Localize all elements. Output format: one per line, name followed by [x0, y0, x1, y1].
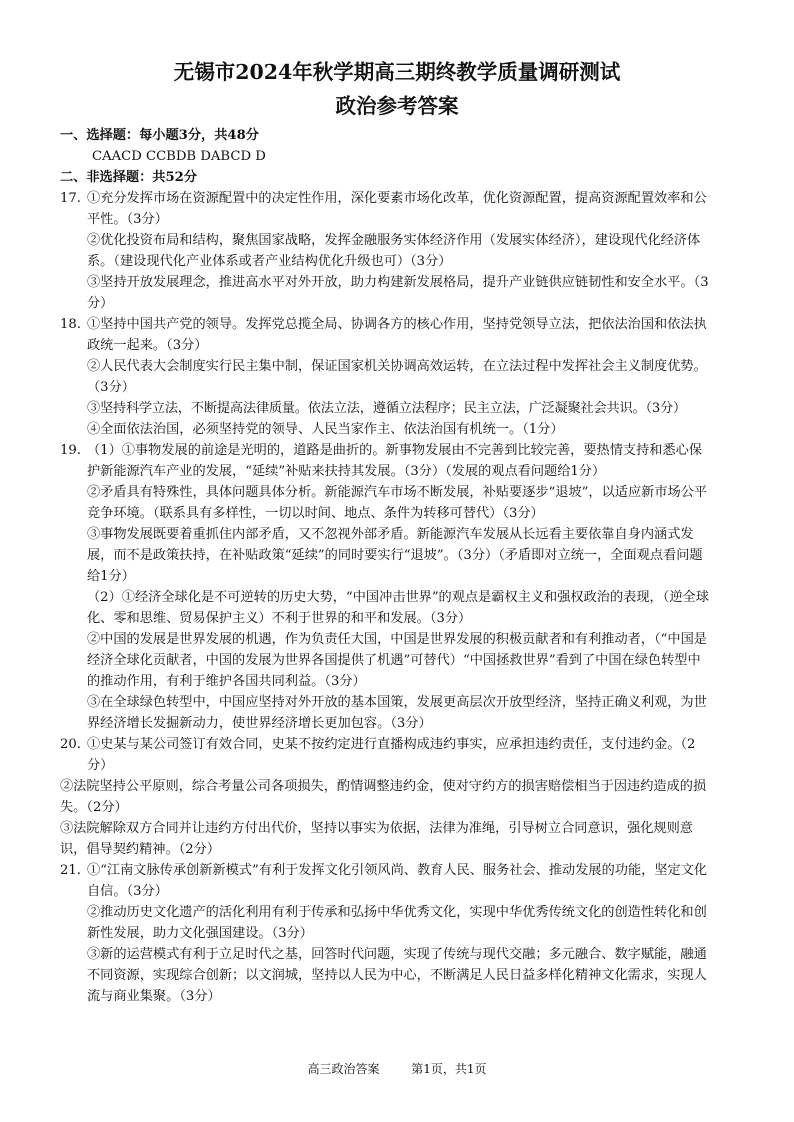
question-20	[60, 734, 712, 776]
page-subtitle: 政治参考答案	[335, 94, 459, 118]
answer-point: ②优化投资布局和结构，聚焦国家战略，发挥金融服务实体经济作用（发展实体经济），建设现代化经济体系。（建设现代化产业体系或者产业结构优化升级也可）（3分）	[87, 233, 701, 269]
answer-point: ③在全球绿色转型中，中国应坚持对外开放的基本国策，发展更高层次开放型经济，坚持正确义利观，为世界经济增长发掘新动力，使世界经济增长更加包容。（3分）	[87, 695, 707, 731]
question-number: 21.	[60, 863, 81, 878]
answer-point: ③坚持科学立法，不断提高法律质量。依法立法，遵循立法程序；民主立法，广泛凝聚社会共识。（3分）	[87, 401, 687, 416]
choice-answers: CAACD CCBDB DABCD D	[92, 149, 266, 164]
question-number: 18.	[60, 317, 81, 332]
answer-point: （2）①经济全球化是不可逆转的历史大势，“中国冲击世界”的观点是霸权主义和强权政治的表现，（逆全球化、零和思维、贸易保护主义）不利于世界的和平和发展。（3分）	[87, 590, 709, 626]
page-title: 无锡市2024年秋学期高三期终教学质量调研测试	[173, 60, 621, 84]
answer-point: （1）①事物发展的前途是光明的，道路是曲折的。新事物发展由不完善到比较完善，要热情支持和悉心保护新能源汽车产业的发展，“延续”补贴来扶持其发展。（3分）（发展的观点看问题给1分）	[87, 443, 703, 479]
question-17	[60, 188, 712, 314]
answer-point: ①史某与某公司签订有效合同，史某不按约定进行直播构成违约事实，应承担违约责任，支付违约金。（2分）	[87, 737, 696, 773]
answer-point: ④全面依法治国，必须坚持党的领导、人民当家作主、依法治国有机统一。（1分）	[87, 422, 564, 437]
section1-heading: 一、选择题：每小题3分，共48分	[60, 128, 259, 143]
question-18	[60, 314, 712, 440]
answer-point: ②人民代表大会制度实行民主集中制，保证国家机关协调高效运转，在立法过程中发挥社会主义制度优势。（3分）	[87, 359, 707, 395]
answer-point: ①充分发挥市场在资源配置中的决定性作用，深化要素市场化改革，优化资源配置，提高资源配置效率和公平性。（3分）	[87, 191, 707, 227]
answer-point: ③新的运营模式有利于立足时代之基，回答时代问题，实现了传统与现代交融；多元融合、数字赋能，融通不同资源，实现综合创新；以文润城，坚持以人民为中心，不断满足人民日益多样化精神文化需求，实现人流与商业集聚。（3分）	[87, 947, 707, 1004]
footer-label: 高三政治答案	[307, 1062, 380, 1076]
answer-point: ②推动历史文化遗产的活化利用有利于传承和弘扬中华优秀文化，实现中华优秀传统文化的创造性转化和创新性发展，助力文化强国建设。（3分）	[87, 905, 707, 941]
question-number: 19.	[60, 443, 81, 458]
question-number: 20.	[60, 737, 81, 752]
answer-body	[60, 125, 712, 1007]
page-number: 第1页，共1页	[411, 1062, 487, 1076]
answer-point: ②法院坚持公平原则，综合考量公司各项损失，酌情调整违约金，使对守约方的损害赔偿相当于因违约造成的损失。（2分）	[60, 779, 707, 815]
answer-point: ①坚持中国共产党的领导。发挥党总揽全局、协调各方的核心作用，坚持党领导立法，把依法治国和依法执政统一起来。（3分）	[87, 317, 707, 353]
answer-point: ③法院解除双方合同并让违约方付出代价，坚持以事实为依据，法律为准绳，引导树立合同意识，强化规则意识，倡导契约精神。（2分）	[60, 821, 693, 857]
answer-point: ②矛盾具有特殊性，具体问题具体分析。新能源汽车市场不断发展，补贴要逐步“退坡”，以适应新市场公平竞争环境。（联系具有多样性，一切以时间、地点、条件为转移可替代）（3分）	[87, 485, 708, 521]
question-19	[60, 440, 712, 734]
answer-point: ③事物发展既要着重抓住内部矛盾，又不忽视外部矛盾。新能源汽车发展从长远看主要依靠自身内涵式发展，而不是政策扶持，在补贴政策“延续”的同时要实行“退坡”。（3分）（矛盾即对立统一，全面观点看问题给1分）	[87, 527, 703, 584]
answer-point: ③坚持开放发展理念，推进高水平对外开放，助力构建新发展格局，提升产业链供应链韧性和安全水平。（3分）	[87, 275, 709, 311]
question-number: 17.	[60, 191, 81, 206]
answer-point: ②中国的发展是世界发展的机遇，作为负责任大国，中国是世界发展的积极贡献者和有利推动者，（“中国是经济全球化贡献者，中国的发展为世界各国提供了机遇”可替代）“中国拯救世界”看到了中国在绿色转型中的推动作用，有利于维护各国共同利益。（3分）	[87, 632, 707, 689]
question-21	[60, 860, 712, 1007]
page-footer	[0, 1060, 794, 1078]
section2-heading: 二、非选择题：共52分	[60, 170, 198, 185]
answer-point: ①“江南文脉传承创新新模式”有利于发挥文化引领风尚、教育人民、服务社会、推动发展的功能，坚定文化自信。（3分）	[87, 863, 708, 899]
